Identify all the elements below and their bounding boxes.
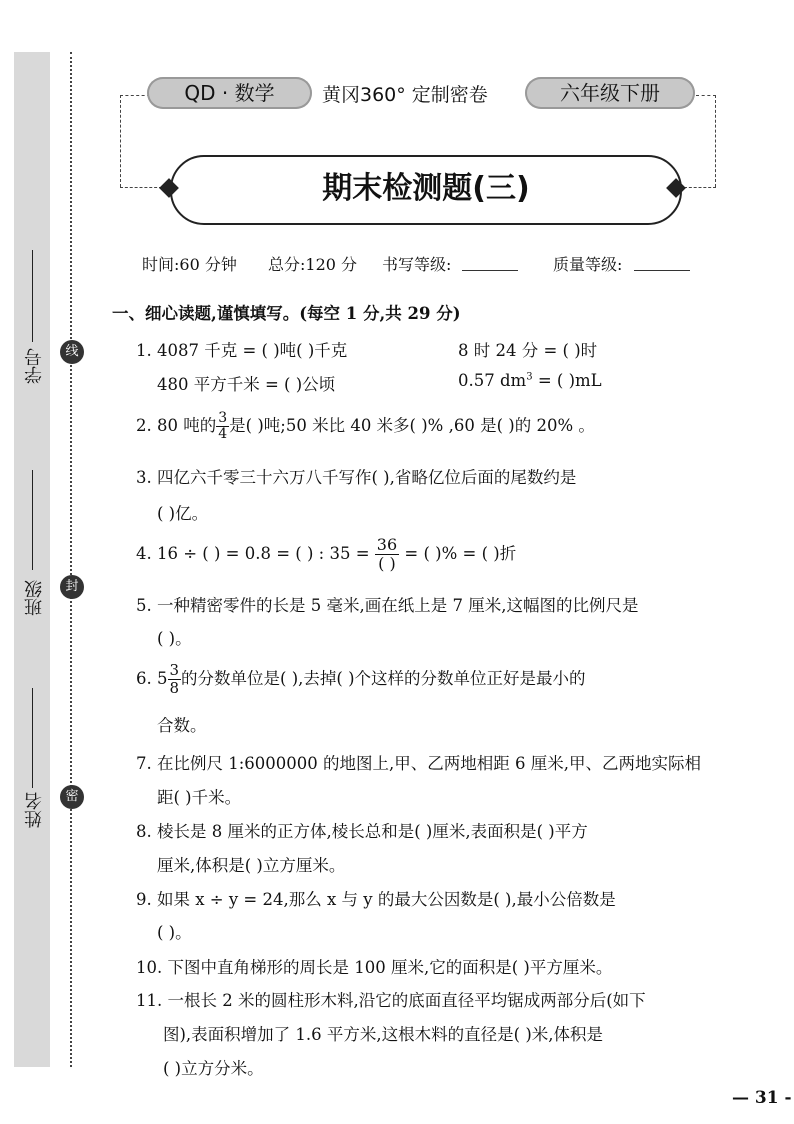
student-no-blank[interactable] — [32, 250, 33, 342]
q11-line-c: ( )立方分米。 — [163, 1059, 264, 1078]
seal-seal-icon: 封 — [60, 575, 84, 599]
q9-line-b: ( )。 — [157, 923, 192, 942]
q4-fraction: $\frac{36}{( )}$ — [376, 535, 398, 573]
q11-line-b: 图),表面积增加了 1.6 平方米,这根木料的直径是( )米,体积是 — [163, 1025, 604, 1044]
q7-line-b: 距( )千米。 — [157, 788, 242, 807]
header-dash-right-b — [684, 187, 716, 188]
q5-line-a: 5. 一种精密零件的长是 5 毫米,画在纸上是 7 厘米,这幅图的比例尺是 — [136, 596, 639, 615]
student-no-label: 学号 — [24, 348, 45, 384]
writing-grade-label: 书写等级: — [382, 255, 452, 274]
q6: 6. 5 $\frac{3}{8}$ 的分数单位是( ),去掉( )个这样的分数单位正好是最小的 — [136, 661, 586, 697]
q3-line-a: 3. 四亿六千零三十六万八千写作( ),省略亿位后面的尾数约是 — [136, 468, 577, 487]
page-number: — 31 - — [732, 1088, 792, 1108]
header-dash-left-v — [120, 95, 121, 187]
cut-line — [70, 52, 72, 1067]
q9-line-a: 9. 如果 x ÷ y = 24,那么 x 与 y 的最大公因数是( ),最小公倍数是 — [136, 890, 616, 909]
q8-line-a: 8. 棱长是 8 厘米的正方体,棱长总和是( )厘米,表面积是( )平方 — [136, 822, 588, 841]
time-label: 时间:60 分钟 — [142, 255, 237, 274]
grade-badge: 六年级下册 — [525, 77, 695, 109]
seal-secret-icon: 密 — [60, 785, 84, 809]
name-blank[interactable] — [32, 688, 33, 788]
q4: 4. 16 ÷ ( ) = 0.8 = ( ) : 35 = $\frac{36}{( )}$ = ( )% = ( )折 — [136, 535, 517, 573]
series-title: 黄冈360° 定制密卷 — [322, 84, 488, 106]
header-dash-left-b — [120, 187, 162, 188]
q6-fraction: $\frac{3}{8}$ — [169, 661, 180, 697]
q2-fraction: $\frac{3}{4}$ — [218, 410, 228, 442]
header-dash-right-v — [715, 95, 716, 187]
q1-part-d: 0.57 $dm^3$ = ( )mL — [458, 371, 602, 390]
q6-line-b: 合数。 — [157, 716, 207, 735]
seal-line-icon: 线 — [60, 340, 84, 364]
writing-grade-blank[interactable] — [462, 270, 518, 271]
subject-badge: QD · 数学 — [147, 77, 312, 109]
header-dash-right — [696, 95, 716, 96]
class-blank[interactable] — [32, 470, 33, 570]
q1-part-b: 8 时 24 分 = ( )时 — [458, 341, 598, 360]
q7-line-a: 7. 在比例尺 1:6000000 的地图上,甲、乙两地相距 6 厘米,甲、乙两地实际相 — [136, 754, 701, 773]
q10: 10. 下图中直角梯形的周长是 100 厘米,它的面积是( )平方厘米。 — [136, 958, 613, 977]
q2: 2. 80 吨的 $\frac{3}{4}$ 是( )吨;50 米比 40 米多( )% ,60 是( )的 20% 。 — [136, 410, 595, 442]
page-title: 期末检测题(三) — [322, 171, 530, 206]
name-label: 姓名 — [24, 792, 45, 828]
total-label: 总分:120 分 — [268, 255, 358, 274]
q11-line-a: 11. 一根长 2 米的圆柱形木料,沿它的底面直径平均锯成两部分后(如下 — [136, 991, 646, 1010]
q3-line-b: ( )亿。 — [157, 504, 209, 523]
q1-part-c: 480 平方千米 = ( )公顷 — [157, 375, 336, 394]
q1-part-a: 1. 4087 千克 = ( )吨( )千克 — [136, 341, 348, 360]
quality-grade-blank[interactable] — [634, 270, 690, 271]
class-label: 班级 — [24, 580, 45, 616]
quality-grade-label: 质量等级: — [553, 255, 623, 274]
header-dash-left — [120, 95, 150, 96]
q5-line-b: ( )。 — [157, 629, 192, 648]
q8-line-b: 厘米,体积是( )立方厘米。 — [157, 856, 346, 875]
section-heading: 一、细心读题,谨慎填写。(每空 1 分,共 29 分) — [112, 304, 461, 323]
